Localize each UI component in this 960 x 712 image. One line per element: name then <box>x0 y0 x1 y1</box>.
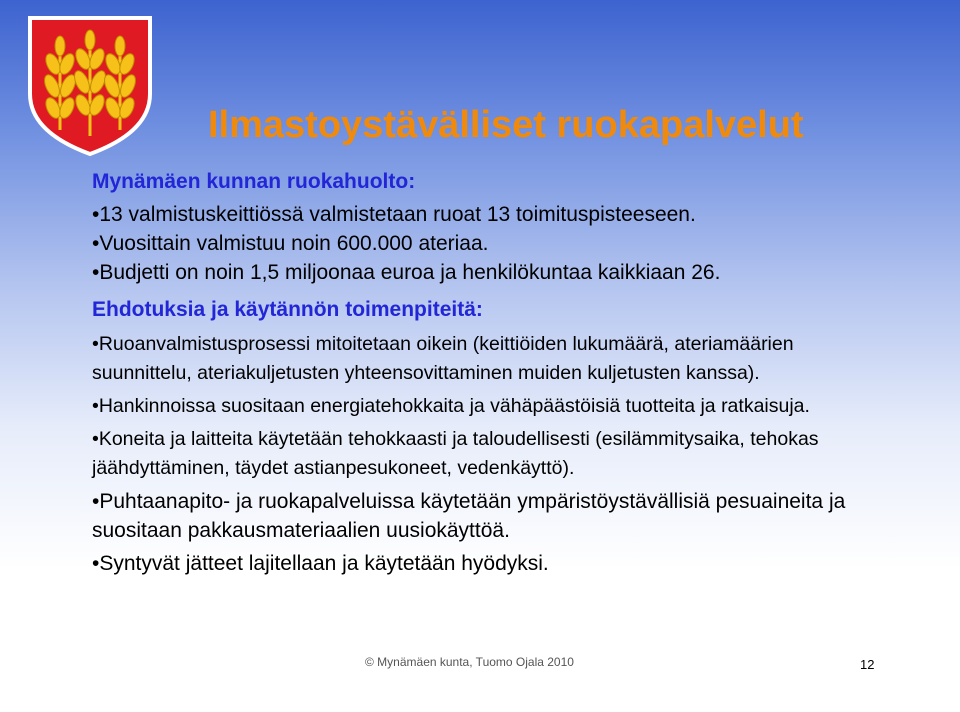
bullet-item: •Syntyvät jätteet lajitellaan ja käytetään hyödyksi. <box>92 552 549 575</box>
page-number: 12 <box>860 657 875 672</box>
slide-content <box>92 168 892 582</box>
bullet-item: •Ruoanvalmistusprosessi mitoitetaan oikein (keittiöiden lukumäärä, ateriamäärien suunnittelu, ateriakuljetusten yhteensovittaminen muiden kuljetusten kanssa). <box>92 333 794 384</box>
coat-of-arms-icon <box>26 12 154 158</box>
bullet-item: •Puhtaanapito- ja ruokapalveluissa käytetään ympäristöystävällisiä pesuaineita ja suositaan pakkausmateriaalien uusiokäyttöä. <box>92 490 846 542</box>
bullet-item: •Vuosittain valmistuu noin 600.000 ateriaa. <box>92 232 489 255</box>
bullet-item: •Budjetti on noin 1,5 miljoonaa euroa ja henkilökuntaa kaikkiaan 26. <box>92 261 721 284</box>
footer-copyright: © Mynämäen kunta, Tuomo Ojala 2010 <box>365 655 574 669</box>
section-heading-actions: Ehdotuksia ja käytännön toimenpiteitä: <box>92 298 483 321</box>
slide-title: Ilmastoystävälliset ruokapalvelut <box>208 104 804 146</box>
bullet-item: •Hankinnoissa suositaan energiatehokkaita ja vähäpäästöisiä tuotteita ja ratkaisuja. <box>92 395 810 417</box>
section-heading-kitchen: Mynämäen kunnan ruokahuolto: <box>92 170 416 193</box>
bullet-item: •Koneita ja laitteita käytetään tehokkaasti ja taloudellisesti (esilämmitysaika, tehokas jäähdyttäminen, täydet astianpesukoneet, vedenkäyttö). <box>92 428 819 479</box>
bullet-item: •13 valmistuskeittiössä valmistetaan ruoat 13 toimituspisteeseen. <box>92 203 696 226</box>
